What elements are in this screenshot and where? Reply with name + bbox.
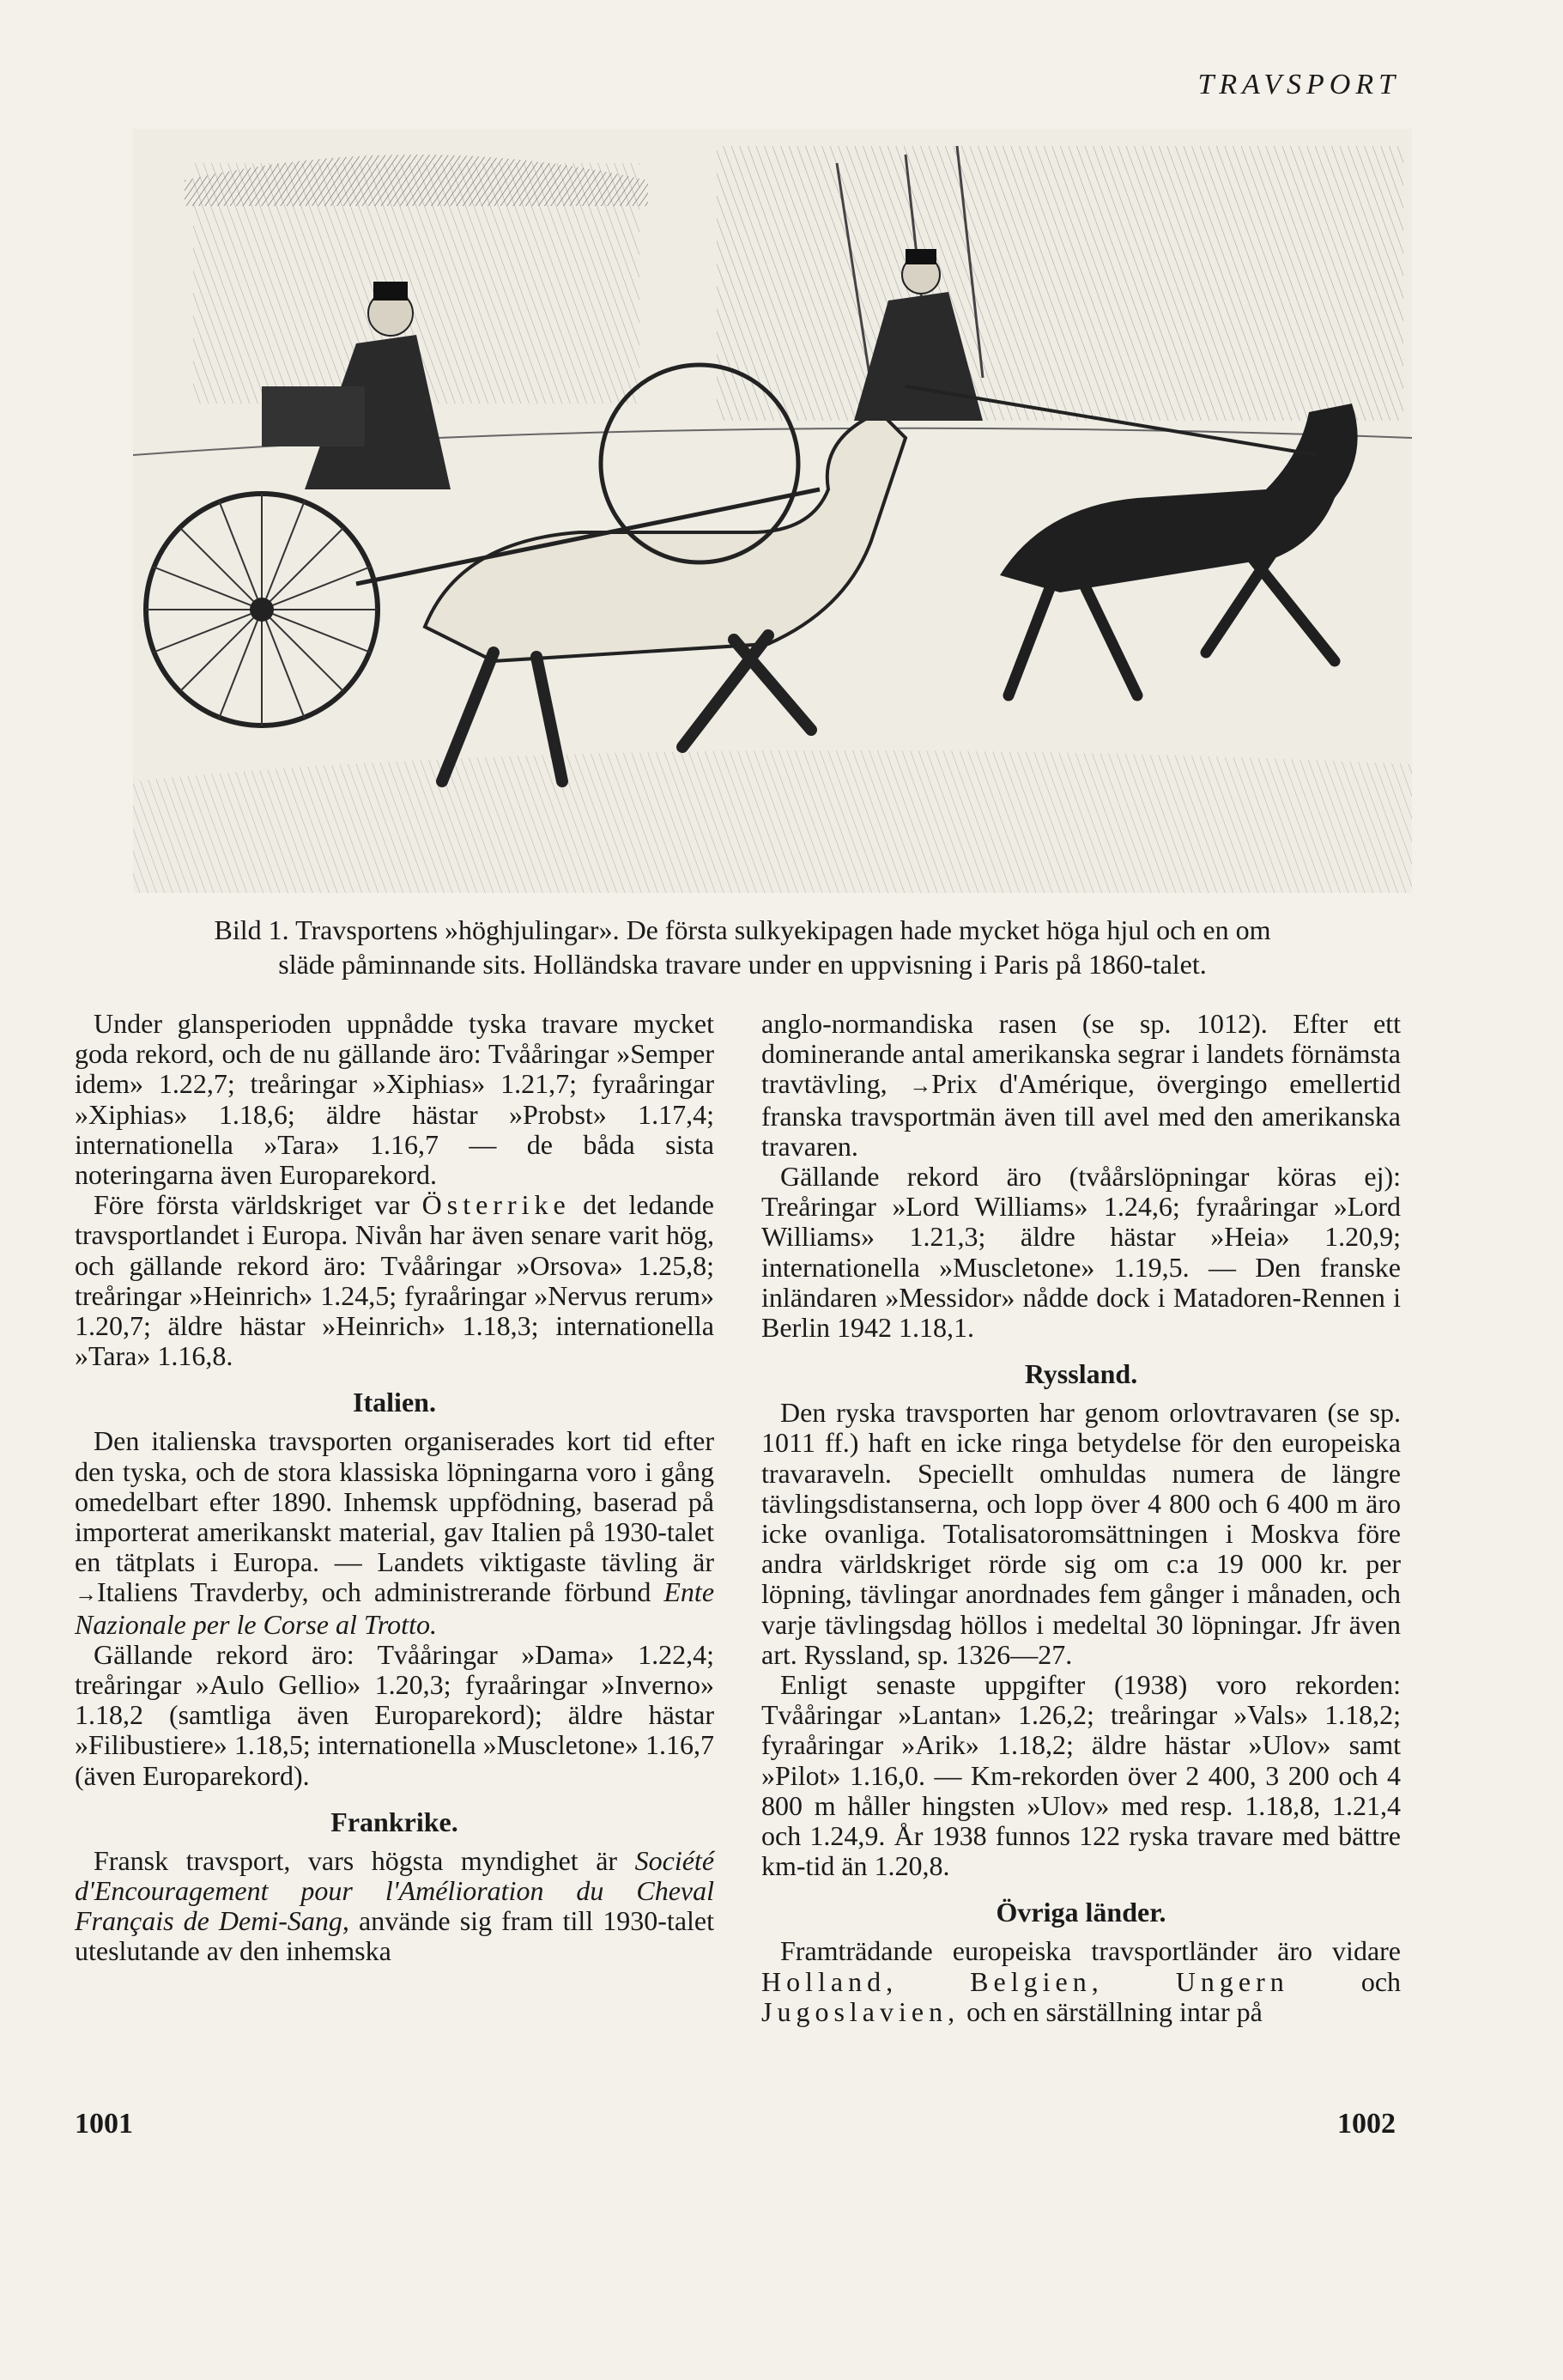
right-column — [761, 1009, 1401, 2027]
paragraph-germany-records: Under glansperioden uppnådde tyska travare mycket goda rekord, och de nu gällande äro: Tvååringar »Semper idem» 1.22,7; treåringar »Xiphias» 1.21,7; fyraåringar »Xiphias» 1.18,6; äldre hästar »Probst» 1.17,4; internationella »Tara» 1.16,7 — de båda sista noteringarna även Europarekord. — [75, 1008, 714, 1191]
section-heading-ryssland: Ryssland. — [1024, 1358, 1138, 1390]
section-heading-frankrike: Frankrike. — [330, 1806, 458, 1837]
paragraph-italy-records: Gällande rekord äro: Tvååringar »Dama» 1.22,4; treåringar »Aulo Gellio» 1.20,3; fyraåringar »Inverno» 1.18,2 (samtliga även Europarekord); äldre hästar »Filibustiere» 1.18,5; internationella »Muscletone» 1.16,7 (även Europarekord). — [75, 1638, 714, 1791]
section-heading-ovriga-lander: Övriga länder. — [996, 1897, 1166, 1928]
paragraph-other-countries — [761, 1936, 1401, 2027]
page-number-right: 1002 — [1337, 2108, 1396, 2140]
text: Framträdande europeiska travsportländer äro vidare — [780, 1935, 1401, 1967]
italic-organization-name: Société d'Encouragement pour l'Amélioration du Cheval Français de Demi-Sang, — [75, 1844, 715, 1937]
text: Italiens Travderby, och administrerande förbund — [97, 1576, 651, 1608]
paragraph-austria — [75, 1190, 714, 1371]
paragraph-france — [75, 1846, 714, 1967]
paragraph-italy — [75, 1426, 714, 1639]
spaced-country-name: Jugoslavien, — [761, 1995, 960, 2027]
paragraph-france-continued — [761, 1009, 1401, 1162]
running-head: TRAVSPORT — [1197, 69, 1400, 100]
text: Fransk travsport, vars högsta myndighet är — [94, 1844, 618, 1876]
text: använde sig fram till 1930-talet uteslutande av den inhemska — [75, 1905, 715, 1967]
left-column — [75, 1009, 714, 1967]
figure-caption — [73, 913, 1412, 981]
paragraph-russia-records: Enligt senaste uppgifter (1938) voro rekorden: Tvååringar »Lantan» 1.26,2; treåringar »Vals» 1.18,2; fyraåringar »Arik» 1.18,2; äldre hästar »Ulov» samt »Pilot» 1.16,0. — Km-rekorden över 2 400, 3 200 och 4 800 m håller hingsten »Ulov» med resp. 1.18,8, 1.21,4 och 1.24,9. År 1938 funnos 122 ryska travare med bättre km-tid än 1.20,8. — [761, 1669, 1401, 1882]
text: anglo-normandiska rasen (se sp. 1012). Efter ett dominerande antal amerikanska segrar i landets förnämsta travtävling, — [761, 1008, 1401, 1100]
text: och — [1360, 1965, 1402, 1997]
text: det ledande travsportlandet i Europa. Nivån har även senare varit hög, och gällande rekord äro: Tvååringar »Orsova» 1.25,8; treåringar »Heinrich» 1.24,5; fyraåringar »Nervus rerum» 1.20,7; äldre hästar »Heinrich» 1.18,3; internationella »Tara» 1.16,8. — [75, 1189, 715, 1372]
page-number-left: 1001 — [75, 2108, 133, 2140]
spaced-country-name: Belgien, — [970, 1965, 1104, 1997]
cross-reference-arrow-icon: → — [909, 1073, 932, 1099]
text: Den italienska travsporten organiserades kort tid efter den tyska, och de stora klassiska löpningarna voro i gång omedelbart efter 1890. Inhemsk uppfödning, baserad på importerat amerikanskt material, gav Italien på 1930-talet en tätplats i Europa. — Landets viktigaste tävling är — [75, 1425, 714, 1578]
section-heading-italien: Italien. — [353, 1387, 436, 1418]
text: och en särställning intar på — [966, 1995, 1263, 2027]
caption-line-2: släde påminnande sits. Holländska travare under en uppvisning i Paris på 1860-talet. — [278, 949, 1207, 980]
sulky-engraving — [133, 129, 1412, 893]
paragraph-russia: Den ryska travsporten har genom orlovtravaren (se sp. 1011 ff.) haft en icke ringa betydelse för den europeiska travaraveln. Speciellt omhuldas numera de längre tävlingsdistanserna, och lopp över 4 800 och 6 400 m äro icke ovanliga. Totalisatoromsättningen i Moskva före andra världskriget rörde sig om c:a 19 000 kr. per löpning, tävlingar anordnades fem gånger i månaden, och varje tävlingsdag höllos i medeltal 30 löpningar. Jfr även art. Ryssland, sp. 1326—27. — [761, 1397, 1401, 1670]
spaced-country-name: Holland, — [761, 1965, 899, 1997]
figure-illustration — [133, 129, 1412, 893]
text: Före första världskriget var — [94, 1189, 410, 1221]
text: Prix d'Amérique, övergingo emellertid franska travsportmän även till avel med den amerikanska travaren. — [761, 1068, 1402, 1162]
cross-reference-arrow-icon: → — [75, 1582, 97, 1607]
caption-line-1: Bild 1. Travsportens »höghjulingar». De första sulkyekipagen hade mycket höga hjul och en om — [214, 914, 1271, 945]
spaced-country-name: Österrike — [421, 1189, 571, 1221]
italic-organization-name: Ente Nazionale per le Corse al Trotto. — [75, 1576, 715, 1640]
paragraph-france-records: Gällande rekord äro (tvåårslöpningar köras ej): Treåringar »Lord Williams» 1.24,6; fyraåringar »Lord Williams» 1.21,3; äldre hästar »Heia» 1.20,9; internationella »Muscletone» 1.19,5. — Den franske inländaren »Messidor» nådde dock i Matadoren-Rennen i Berlin 1942 1.18,1. — [761, 1161, 1401, 1344]
spaced-country-name: Ungern — [1175, 1965, 1289, 1997]
